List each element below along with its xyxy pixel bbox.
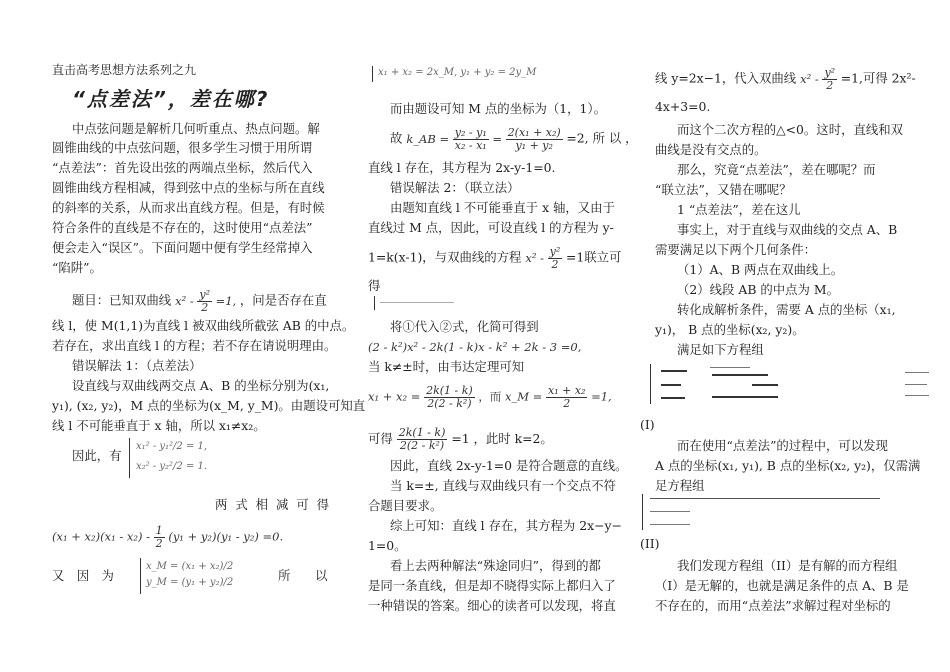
system-equation: x₁² - y₁²/2 = 1, [136,441,208,452]
analysis-line: 而在使用“点差法”的过程中，可以发现 [677,438,888,453]
condition-line: （1）A、B 两点在双曲线上。 [677,262,844,277]
joint-system-placeholder [380,302,454,303]
substitute-line: 将①代入②式，化简可得到 [390,319,539,334]
system-1-brace [650,364,651,404]
method-line: 设直线与双曲线两交点 A、B 的坐标分别为(x₁, [72,378,330,393]
hyperbola-equation: x² - $\frac{\text{y²}}{2}$ =1, [175,288,237,314]
intro-line: “陷阱”。 [52,260,102,275]
intro-line: 中点弦问题是解析几何听重点、热点问题。解 [72,121,320,136]
system-1-label: (I) [640,417,655,432]
k-result-line: 可得 $\frac{2k(1 - k)}{\text{2(2 - k²)}}$ =1 ，此时 k=2。 [368,426,553,452]
analysis-line: 而这个二次方程的△<0。这时，直线和双 [677,122,904,137]
method-line: 线 l 不可能垂直于 x 轴，所以 x₁≠x₂。 [52,418,266,433]
analysis-line: 需要满足以下两个几何条件： [655,242,817,257]
analysis-line: “联立法”，又错在哪呢？ [655,182,792,197]
analysis-line: 转化成解析条件，需要 A 点的坐标（x₁, [677,302,896,317]
subtracted-equation: (x₁ + x₂)(x₁ - x₂) - $\frac{1}{2}$ (y₁ + y₂)(y₁ - y₂) =0. [52,524,284,550]
system-equation: x₂² - y₂²/2 = 1. [136,461,208,472]
intro-line: 符合条件的直线是不存在的，这时使用“点差法” [52,220,313,235]
intro-line: 便会走入“误区”。下面问题中便有学生经常掉入 [52,240,313,255]
conclusion-line: 是同一条直线，但是却不晓得实际上都归入了 [368,578,616,593]
analysis-line: 满足如下方程组 [677,342,764,357]
subtract-label: 两 式 相 减 可 得 [215,497,332,512]
analysis-line: 我们发现方程组（II）是有解的而方程组 [677,558,898,573]
k-fraction: $\frac{2k(1 - k)}{\text{2(2 - k²)}}$ [398,426,446,452]
midpoint-x: x_M = (x₁ + x₂)/2 [146,561,234,572]
slope-line: 故 k_AB = $\frac{\text{y₂ - y₁}}{\text{x₂ - x₁}}$ = $\frac{\text{2(x₁ + x₂)}}{\text{y₁ + y₂}}$ =2, 所 以 ， [390,126,638,152]
so-label: 所 以 [278,568,328,583]
intro-line: 圆锥曲线的中点弦问题，很多学生习惯于用所谓 [52,140,313,155]
because-label: 又 因 为 [52,568,114,583]
substitution-line: 线 y=2x−1，代入双曲线 x² - $\frac{\text{y²}}{2}$ =1,可得 2x²- [655,66,916,92]
conclusion-line: 1=0。 [368,538,407,553]
vieta-sum: x₁ + x₂ = $\frac{2k(1 - k)}{\text{2(2 - k²)}}$ ，而 x_M = $\frac{\text{x₁ + x₂}}{2}$ =1, [368,384,612,410]
conclusion-line: 合题目要求。 [368,498,443,513]
method-line: y₁), (x₂, y₂)，M 点的坐标为(x_M, y_M)。由题设可知直 [52,398,366,413]
system-brace [129,438,130,478]
article-title: “点差法”，差在哪? [72,87,270,111]
cutoff-equation: x₁ + x₂ = 2x_M, y₁ + y₂ = 2y_M [378,67,537,78]
problem-line: 线 l，使 M(1,1)为直线 l 被双曲线所截弦 AB 的中点。 [52,318,355,333]
analysis-line: 不存在的，而用“点差法”求解过程对坐标的 [655,598,891,613]
analysis-line: 事实上，对于直线与双曲线的交点 A、B [677,222,898,237]
method-line: 1=k(x-1)，与双曲线的方程 x² - $\frac{\text{y²}}{2}$ =1联立可 [368,245,622,271]
method-line: 由题知直线 l 不可能垂直于 x 轴，又由于 [390,200,615,215]
joint-brace [374,296,375,310]
method-line: 直线过 M 点，因此，可设直线 l 的方程为 y- [368,220,614,235]
problem-text: ，问是否存在直 [239,292,327,308]
analysis-line: （I）是无解的，也就是满足条件的点 A、B 是 [655,578,909,593]
conclusion-line: 当 k=±, 直线与双曲线只有一个交点不符 [390,478,616,493]
get-label: 得 [368,278,381,293]
problem-line [72,289,327,314]
series-label: 直击高考思想方法系列之九 [52,63,197,77]
wrong-method-2-heading: 错误解法 2：（联立法） [390,180,520,195]
conclusion-line: 一种错误的答案。细心的读者可以发现，将直 [368,598,616,613]
analysis-line: y₁)， B 点的坐标(x₂, y₂)。 [655,322,805,337]
cutoff-brace [372,66,373,82]
substitution-line: 4x+3=0. [655,99,711,114]
slope-equation: k_AB = $\frac{\text{y₂ - y₁}}{\text{x₂ - x₁}}$ = $\frac{\text{2(x₁ + x₂)}}{\text{y₁ + y₂}}$ [406,126,561,152]
problem-line: 若存在，求出直线 l 的方程；若不存在请说明理由。 [52,338,337,353]
section-heading: 1 “点差法”，差在这儿 [677,202,801,217]
midpoint-brace [140,558,141,594]
hyperbola-equation: x² - $\frac{\text{y²}}{2}$ [800,66,836,92]
intro-line: “点差法”：首先设出弦的两端点坐标，然后代入 [52,160,313,175]
conclusion-line: 综上可知：直线 l 存在，其方程为 2x−y− [390,518,622,533]
thus-label: 因此，有 [72,448,122,463]
condition-line: （2）线段 AB 的中点为 M。 [677,282,839,297]
quadratic-equation: (2 - k²)x² - 2k(1 - k)x - k² + 2k - 3 =0, [368,340,582,354]
analysis-line: A 点的坐标(x₁, y₁), B 点的坐标(x₂, y₂)，仅需满 [655,458,921,473]
hyperbola-equation: x² - $\frac{\text{y²}}{2}$ [525,245,561,271]
m-coordinate-line: 而由题设可知 M 点的坐标为（1，1）。 [390,101,606,116]
problem-text: 题目：已知双曲线 [72,292,172,308]
analysis-line: 足方程组 [655,478,705,493]
system-2-brace [642,494,643,530]
conclusion-line: 看上去两种解法“殊途同归”，得到的都 [390,558,601,573]
wrong-method-1-heading: 错误解法 1：（点差法） [72,358,202,373]
intro-line: 圆锥曲线方程相减，得到弦中点的坐标与所在直线 [52,180,325,195]
midpoint-y: y_M = (y₁ + y₂)/2 [146,577,234,588]
system-2-label: (II) [640,536,660,551]
intro-line: 的斜率的关系，从而求出直线方程。但是，有时候 [52,200,325,215]
analysis-line: 那么，究竟“点差法”，差在哪呢？而 [677,162,876,177]
conclusion-line: 因此，直线 2x-y-1=0 是符合题意的直线。 [390,458,628,473]
vieta-line: 当 k≠±时，由韦达定理可知 [368,359,525,374]
line-equation: 直线 l 存在，其方程为 2x-y-1=0. [368,160,556,175]
analysis-line: 曲线是没有交点的。 [655,142,767,157]
